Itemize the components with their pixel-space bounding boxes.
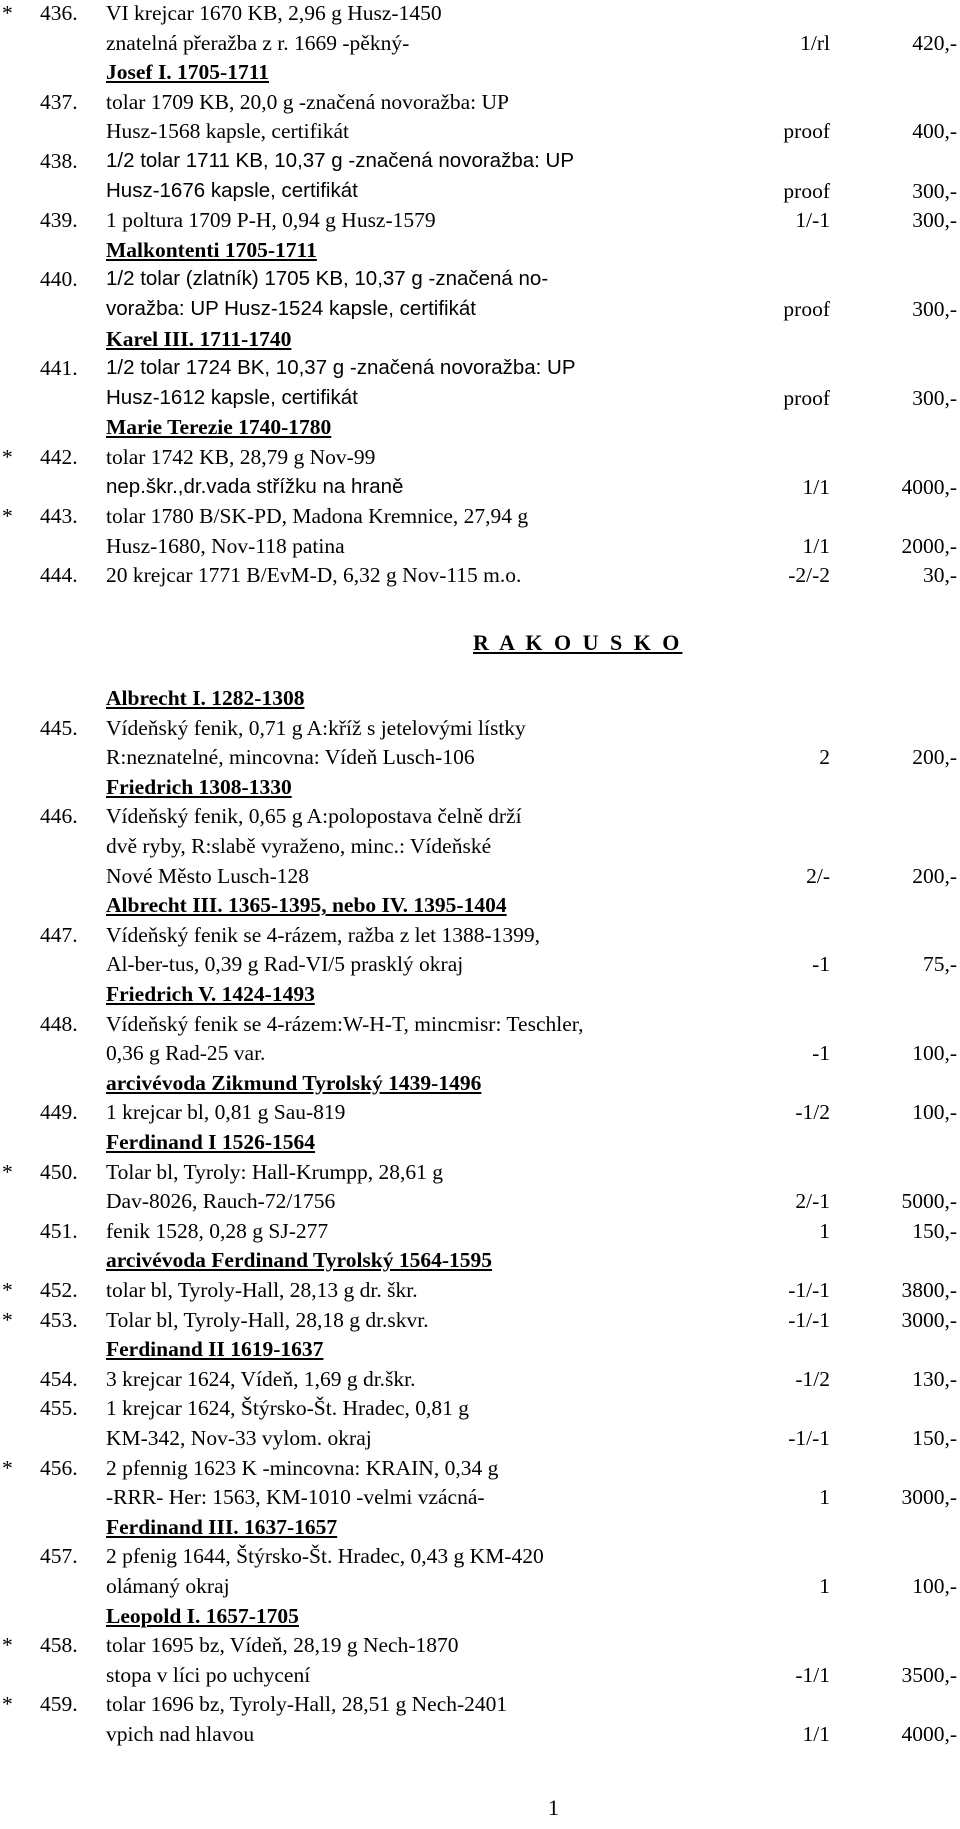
ruler-heading-text: arcivévoda Ferdinand Tyrolský 1564-1595 xyxy=(106,1248,493,1273)
catalog-item-line xyxy=(0,1097,960,1127)
catalog-item-line xyxy=(0,176,960,206)
catalog-item-line xyxy=(0,1689,960,1719)
ruler-heading xyxy=(0,1068,960,1098)
ruler-heading-text: Marie Terezie 1740-1780 xyxy=(106,415,332,440)
item-description: Husz-1676 kapsle, certifikát xyxy=(106,178,358,202)
item-grade: -1/2 xyxy=(795,1366,830,1391)
item-price: 300,- xyxy=(912,208,957,233)
item-description: olámaný okraj xyxy=(106,1574,230,1598)
catalog-item-line xyxy=(0,1364,960,1394)
ruler-heading xyxy=(0,1512,960,1542)
item-description: KM-342, Nov-33 vylom. okraj xyxy=(106,1426,372,1450)
item-number: 454. xyxy=(40,1366,78,1391)
catalog-item-line xyxy=(0,1393,960,1423)
item-description: Dav-8026, Rauch-72/1756 xyxy=(106,1189,336,1214)
item-grade: 2/- xyxy=(806,863,830,888)
catalog-item-line xyxy=(0,560,960,590)
item-description: R:neznatelné, mincovna: Vídeň Lusch-106 xyxy=(106,745,475,770)
item-grade: proof xyxy=(783,297,830,321)
item-number: 444. xyxy=(40,563,78,588)
item-description: Vídeňský fenik, 0,71 g A:kříž s jetelovými lístky xyxy=(106,715,526,740)
item-description: 1 krejcar bl, 0,81 g Sau-819 xyxy=(106,1100,346,1125)
ruler-heading xyxy=(0,1601,960,1631)
item-description: Husz-1680, Nov-118 patina xyxy=(106,533,345,558)
catalog-item-line xyxy=(0,1571,960,1601)
item-number: 447. xyxy=(40,922,78,947)
catalog-item-line xyxy=(0,1482,960,1512)
section-title-rakousko: R A K O U S K O xyxy=(473,630,683,655)
page-number: 1 xyxy=(548,1795,559,1820)
item-description: znatelná přeražba z r. 1669 -pěkný- xyxy=(106,30,410,55)
featured-star: * xyxy=(2,1692,13,1717)
item-description: voražba: UP Husz-1524 kapsle, certifikát xyxy=(106,297,476,320)
item-description: -RRR- Her: 1563, KM-1010 -velmi vzácná- xyxy=(106,1485,485,1510)
item-price: 75,- xyxy=(922,952,957,977)
catalog-item-line xyxy=(0,831,960,861)
catalog-item-line xyxy=(0,1216,960,1246)
catalog-item-line xyxy=(0,264,960,294)
item-number: 450. xyxy=(40,1159,78,1184)
item-number: 442. xyxy=(40,445,78,469)
item-description: tolar 1695 bz, Vídeň, 28,19 g Nech-1870 xyxy=(106,1633,459,1658)
item-price: 100,- xyxy=(912,1574,957,1598)
item-number: 438. xyxy=(40,149,78,173)
item-price: 5000,- xyxy=(901,1189,957,1214)
catalog-item-line xyxy=(0,1038,960,1068)
item-grade: proof xyxy=(783,119,830,144)
item-price: 150,- xyxy=(912,1426,957,1450)
item-description: tolar 1696 bz, Tyroly-Hall, 28,51 g Nech-2401 xyxy=(106,1692,508,1717)
ruler-heading-text: arcivévoda Zikmund Tyrolský 1439-1496 xyxy=(106,1070,482,1095)
item-description: tolar 1742 KB, 28,79 g Nov-99 xyxy=(106,445,376,469)
item-grade: 2 xyxy=(819,745,830,770)
item-description: dvě ryby, R:slabě vyraženo, minc.: Vídeňské xyxy=(106,834,492,858)
item-description: 1 krejcar 1624, Štýrsko-Št. Hradec, 0,81 g xyxy=(106,1396,470,1421)
item-price: 100,- xyxy=(912,1100,957,1125)
ruler-heading-text: Josef I. 1705-1711 xyxy=(106,60,270,85)
item-description: Husz-1568 kapsle, certifikát xyxy=(106,119,349,144)
item-number: 458. xyxy=(40,1633,78,1658)
item-price: 200,- xyxy=(912,863,957,888)
ruler-heading-text: Karel III. 1711-1740 xyxy=(106,326,292,351)
catalog-item-line xyxy=(0,920,960,950)
ruler-heading-text: Leopold I. 1657-1705 xyxy=(106,1603,299,1628)
item-description: Nové Město Lusch-128 xyxy=(106,863,310,888)
item-grade: -1/-1 xyxy=(788,1426,830,1450)
item-grade: -1 xyxy=(812,1041,830,1066)
item-description: tolar 1709 KB, 20,0 g -značená novoražba: UP xyxy=(106,89,510,114)
item-grade: -1/1 xyxy=(795,1662,830,1687)
item-number: 456. xyxy=(40,1455,78,1480)
item-description: stopa v líci po uchycení xyxy=(106,1662,311,1687)
item-price: 4000,- xyxy=(901,1722,957,1746)
item-description: tolar bl, Tyroly-Hall, 28,13 g dr. škr. xyxy=(106,1278,418,1302)
item-grade: 1/1 xyxy=(802,1722,830,1746)
catalog-item-line xyxy=(0,1423,960,1453)
ruler-heading xyxy=(0,412,960,442)
item-description: Tolar bl, Tyroly: Hall-Krumpp, 28,61 g xyxy=(106,1159,443,1184)
item-number: 440. xyxy=(40,267,78,292)
item-price: 300,- xyxy=(912,385,957,410)
ruler-heading-text: Malkontenti 1705-1711 xyxy=(106,237,317,262)
item-grade: 1 xyxy=(819,1574,830,1598)
ruler-heading xyxy=(0,979,960,1009)
catalog-item-line xyxy=(0,713,960,743)
ruler-heading-text: Ferdinand III. 1637-1657 xyxy=(106,1514,338,1539)
item-description: 1/2 tolar (zlatník) 1705 KB, 10,37 g -značená no- xyxy=(106,267,549,291)
item-grade: 2/-1 xyxy=(795,1189,830,1214)
item-number: 457. xyxy=(40,1544,78,1569)
catalog-item-line xyxy=(0,442,960,472)
item-number: 437. xyxy=(40,89,78,114)
catalog-item-line xyxy=(0,28,960,58)
featured-star: * xyxy=(2,1633,13,1658)
item-description: Vídeňský fenik se 4-rázem:W-H-T, mincmisr: Teschler, xyxy=(106,1011,584,1036)
catalog-item-line xyxy=(0,1275,960,1305)
catalog-item-line xyxy=(0,801,960,831)
item-description: fenik 1528, 0,28 g SJ-277 xyxy=(106,1218,329,1243)
item-number: 448. xyxy=(40,1011,78,1036)
catalog-item-line xyxy=(0,383,960,413)
ruler-heading-text: Ferdinand I 1526-1564 xyxy=(106,1130,316,1154)
catalog-item-line xyxy=(0,1305,960,1335)
item-grade: 1 xyxy=(819,1485,830,1510)
item-description: Tolar bl, Tyroly-Hall, 28,18 g dr.skvr. xyxy=(106,1307,429,1332)
item-grade: -1/-1 xyxy=(788,1278,830,1302)
catalog-item-line xyxy=(0,742,960,772)
item-description: tolar 1780 B/SK-PD, Madona Kremnice, 27,94 g xyxy=(106,504,529,529)
item-description: 1 poltura 1709 P-H, 0,94 g Husz-1579 xyxy=(106,208,436,233)
item-number: 449. xyxy=(40,1100,78,1125)
item-grade: -1 xyxy=(812,952,830,977)
item-price: 150,- xyxy=(912,1218,957,1243)
item-description: 1/2 tolar 1724 BK, 10,37 g -značená novoražba: UP xyxy=(106,356,576,380)
item-price: 3000,- xyxy=(901,1307,957,1332)
catalog-item-line xyxy=(0,501,960,531)
item-number: 451. xyxy=(40,1218,78,1243)
item-grade: -2/-2 xyxy=(788,563,830,588)
item-number: 452. xyxy=(40,1278,78,1302)
item-price: 300,- xyxy=(912,297,957,321)
ruler-heading-text: Friedrich V. 1424-1493 xyxy=(106,982,315,1006)
catalog-item-line xyxy=(0,294,960,324)
item-description: Al-ber-tus, 0,39 g Rad-VI/5 prasklý okraj xyxy=(106,952,464,977)
item-description: nep.škr.,dr.vada střížku na hraně xyxy=(106,474,404,498)
item-grade: -1/-1 xyxy=(788,1307,830,1332)
item-number: 443. xyxy=(40,504,78,529)
catalog-item-line xyxy=(0,1453,960,1483)
catalog-item-line xyxy=(0,1186,960,1216)
item-description: 20 krejcar 1771 B/EvM-D, 6,32 g Nov-115 m.o. xyxy=(106,563,522,588)
item-number: 455. xyxy=(40,1396,78,1421)
featured-star: * xyxy=(2,1278,13,1302)
ruler-heading xyxy=(0,1245,960,1275)
item-description: vpich nad hlavou xyxy=(106,1722,255,1746)
catalog-item-line xyxy=(0,205,960,235)
catalog-item-line xyxy=(0,87,960,117)
item-grade: proof xyxy=(783,385,830,410)
item-price: 3800,- xyxy=(901,1278,957,1302)
item-description: Husz-1612 kapsle, certifikát xyxy=(106,385,358,409)
item-grade: proof xyxy=(783,178,830,203)
item-number: 445. xyxy=(40,715,78,740)
catalog-item-line xyxy=(0,861,960,891)
featured-star: * xyxy=(2,1307,13,1332)
catalog-item-line xyxy=(0,1719,960,1749)
ruler-heading xyxy=(0,57,960,87)
ruler-heading xyxy=(0,235,960,265)
item-price: 2000,- xyxy=(901,533,957,558)
featured-star: * xyxy=(2,1455,13,1480)
featured-star: * xyxy=(2,504,13,529)
item-number: 439. xyxy=(40,208,78,233)
item-number: 459. xyxy=(40,1692,78,1717)
catalog-item-line xyxy=(0,146,960,176)
item-price: 400,- xyxy=(912,119,957,144)
catalog-item-line xyxy=(0,472,960,502)
item-grade: 1/1 xyxy=(802,474,830,499)
ruler-heading xyxy=(0,1127,960,1157)
item-number: 453. xyxy=(40,1307,78,1332)
item-price: 4000,- xyxy=(901,474,957,499)
item-price: 300,- xyxy=(912,178,957,203)
ruler-heading xyxy=(0,683,960,713)
featured-star: * xyxy=(2,445,13,469)
item-price: 30,- xyxy=(922,563,957,588)
catalog-item-line xyxy=(0,1541,960,1571)
ruler-heading-text: Albrecht III. 1365-1395, nebo IV. 1395-1404 xyxy=(106,893,507,918)
catalog-item-line xyxy=(0,353,960,383)
item-description: Vídeňský fenik, 0,65 g A:polopostava čelně drží xyxy=(106,804,522,829)
item-price: 3500,- xyxy=(901,1662,957,1687)
featured-star: * xyxy=(2,1,13,25)
item-price: 420,- xyxy=(912,30,957,55)
item-price: 3000,- xyxy=(901,1485,957,1510)
item-description: 2 pfenig 1644, Štýrsko-Št. Hradec, 0,43 g KM-420 xyxy=(106,1544,544,1569)
item-description: VI krejcar 1670 KB, 2,96 g Husz-1450 xyxy=(106,1,442,25)
item-description: 3 krejcar 1624, Vídeň, 1,69 g dr.škr. xyxy=(106,1366,416,1391)
ruler-heading xyxy=(0,1334,960,1364)
item-grade: 1/-1 xyxy=(795,208,830,233)
item-number: 436. xyxy=(40,1,78,25)
item-price: 100,- xyxy=(912,1041,957,1066)
item-description: 2 pfennig 1623 K -mincovna: KRAIN, 0,34 g xyxy=(106,1455,499,1480)
item-price: 200,- xyxy=(912,745,957,770)
item-grade: -1/2 xyxy=(795,1100,830,1125)
featured-star: * xyxy=(2,1159,13,1184)
catalog-item-line xyxy=(0,1009,960,1039)
item-grade: 1/1 xyxy=(802,533,830,558)
catalog-item-line xyxy=(0,1630,960,1660)
catalog-item-line xyxy=(0,1660,960,1690)
ruler-heading xyxy=(0,772,960,802)
catalog-item-line xyxy=(0,116,960,146)
ruler-heading-text: Friedrich 1308-1330 xyxy=(106,774,292,799)
catalog-item-line xyxy=(0,1157,960,1187)
item-number: 441. xyxy=(40,356,78,381)
catalog-item-line xyxy=(0,0,960,28)
item-description: 0,36 g Rad-25 var. xyxy=(106,1041,266,1066)
item-description: Vídeňský fenik se 4-rázem, ražba z let 1388-1399, xyxy=(106,922,541,947)
catalog-item-line xyxy=(0,949,960,979)
item-description: 1/2 tolar 1711 KB, 10,37 g -značená novoražba: UP xyxy=(106,149,575,172)
catalog-item-line xyxy=(0,531,960,561)
item-grade: 1 xyxy=(819,1218,830,1243)
item-number: 446. xyxy=(40,804,78,829)
item-price: 130,- xyxy=(912,1366,957,1391)
ruler-heading xyxy=(0,324,960,354)
item-grade: 1/rl xyxy=(800,30,830,55)
ruler-heading-text: Ferdinand II 1619-1637 xyxy=(106,1337,324,1362)
ruler-heading-text: Albrecht I. 1282-1308 xyxy=(106,686,305,710)
ruler-heading xyxy=(0,890,960,920)
